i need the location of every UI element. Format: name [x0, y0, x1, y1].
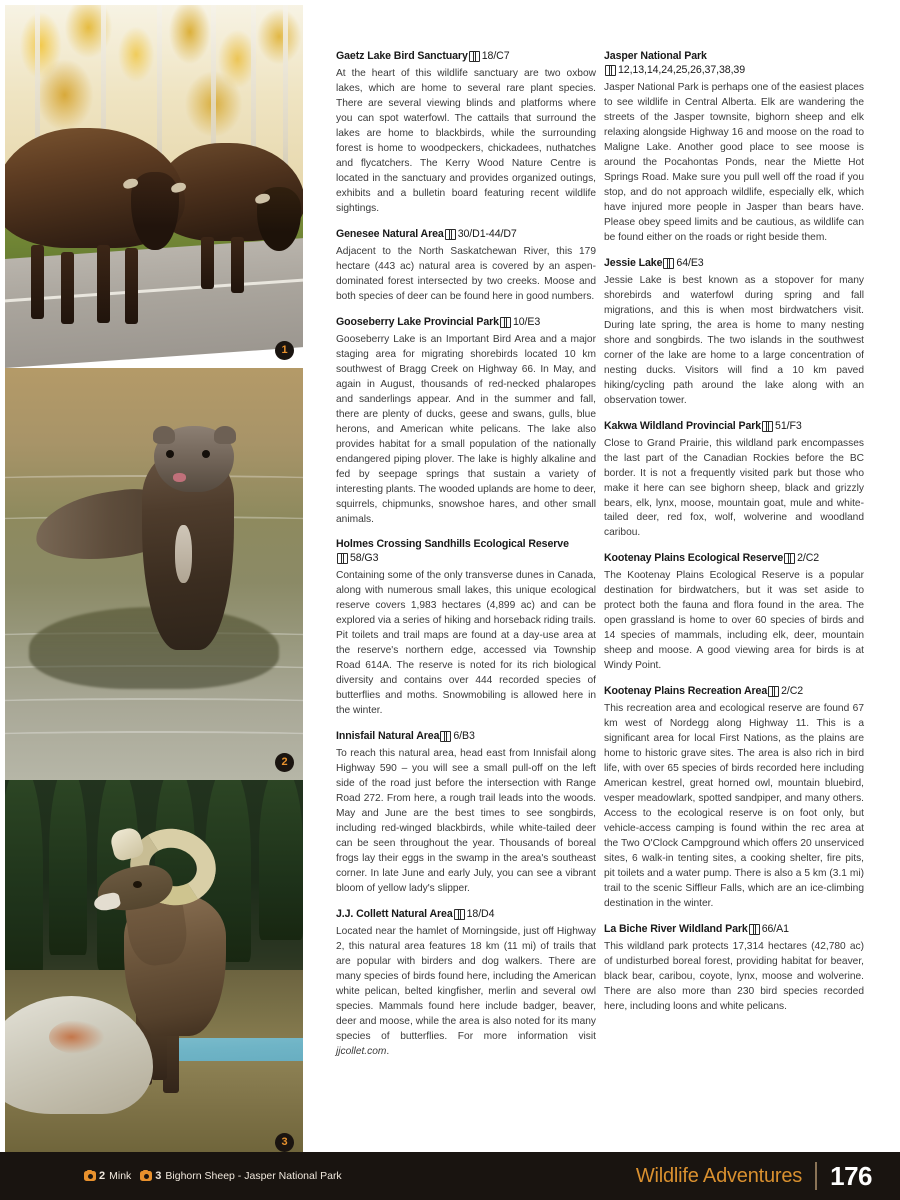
- entry-title: [336, 538, 596, 566]
- entry-title-text: La Biche River Wildland Park: [604, 923, 748, 936]
- map-reference-text: 10/E3: [512, 315, 541, 328]
- map-reference: [748, 923, 789, 935]
- map-reference: [444, 228, 517, 240]
- entry-title-text: Kootenay Plains Ecological Reserve: [604, 552, 784, 565]
- entry-title-text: Kakwa Wildland Provincial Park: [604, 419, 762, 432]
- bison-leg: [97, 245, 110, 323]
- entry-title: [604, 420, 864, 434]
- lichen-patch: [49, 1020, 105, 1054]
- entry-title-text: Kootenay Plains Recreation Area: [604, 685, 768, 698]
- entry-title-text: J.J. Collett Natural Area: [336, 908, 453, 921]
- entry-body: Containing some of the only transverse dunes in Canada, along with numerous small lakes, this unique ecological reserve covers 1,983 hectares (4,899 ac) and can be explored via a series of hiking and horseback riding trails. Pit toilets and trail maps are found at a day-use area at the reserve's northern edge, accessed via Township Road 614A. The reserve is noted for its rich biological diversity and contains over 444 recorded species of butterflies and moths. Snowmobiling is allowed here in the winter.: [336, 570, 596, 717]
- map-reference: [604, 64, 745, 76]
- entry-title: [336, 908, 596, 922]
- map-reference: [662, 257, 703, 269]
- map-reference: [767, 685, 803, 697]
- map-book-icon: [469, 51, 480, 60]
- website-reference: jjcollet.com: [336, 1045, 387, 1057]
- photo-badge: 2: [275, 753, 294, 772]
- bison-leg: [201, 237, 214, 289]
- map-book-icon: [440, 731, 451, 740]
- map-reference: [499, 316, 540, 328]
- map-book-icon: [337, 553, 348, 562]
- photo-credit: [140, 1170, 341, 1182]
- sheep-eye: [133, 881, 142, 888]
- photo-badge: 3: [275, 1133, 294, 1152]
- conifer-tree: [259, 780, 303, 940]
- water-ripple: [5, 731, 303, 743]
- entry-title-text: Jasper National Park: [604, 50, 707, 62]
- entry-title-text: Innisfail Natural Area: [336, 730, 440, 743]
- map-reference-text: 64/E3: [676, 256, 704, 269]
- entry-kootenay-plains-ecological-reserve: [604, 552, 864, 674]
- map-book-icon: [454, 909, 465, 918]
- entry-body: This recreation area and ecological reserve are found 67 km west of Nordegg along Highway 11. This is a significant area for local First Nations, as the plains are home to historic grave sites. The area is also rich in bird life, with over 65 species of birds recorded here including American kestrel, great horned owl, mountain bluebird, vesper meadowlark, spotted sandpiper, and many others. Access to the ecological reserve is on foot only, but vehicle-access camping is found within the rec area at the Two O'Clock Campground which offers 20 unserviced sites, 6 walk-in tenting sites, a cooking shelter, fire pits, pit toilets and a water pump. There is also a 5 km (3.1 mi) trail to the scenic Siffleur Falls, which are an ice-climbing destination in the winter.: [604, 703, 864, 910]
- map-reference-text: 30/D1-44/D7: [457, 227, 517, 240]
- map-book-icon: [768, 686, 779, 695]
- map-reference: [761, 420, 802, 432]
- entry-title: [336, 316, 596, 330]
- map-book-icon: [784, 553, 795, 562]
- entry-title: [336, 730, 596, 744]
- conifer-tree: [5, 780, 43, 978]
- bison-leg: [61, 252, 74, 324]
- section-name: Wildlife Adventures: [635, 1164, 803, 1187]
- map-book-icon: [445, 229, 456, 238]
- entry-body: The Kootenay Plains Ecological Reserve is a popular destination for birdwatchers, but it was set aside to protect both the fauna and flora found in the area. The open grassland is home to over 60 species of birds and 14 species of mammals, including elk, deer, mountain sheep and moose. A good viewing area for birds is at Windy Point.: [604, 570, 864, 672]
- entry-title-text: Jessie Lake: [604, 256, 663, 269]
- map-book-icon: [605, 65, 616, 74]
- entry-gaetz-lake-bird-sanctuary: [336, 50, 596, 217]
- entry-title: [604, 923, 864, 937]
- map-book-icon: [663, 258, 674, 267]
- map-reference-text: 6/B3: [453, 730, 475, 743]
- footer-divider: [815, 1162, 817, 1190]
- map-reference-text: 12,13,14,24,25,26,37,38,39: [618, 63, 745, 76]
- entry-la-biche-river-wildland-park: [604, 923, 864, 1015]
- entry-jessie-lake: [604, 257, 864, 409]
- entry-innisfail-natural-area: [336, 730, 596, 897]
- photo-bighorn-sheep: [5, 780, 303, 1160]
- camera-icon: [84, 1171, 96, 1181]
- photo-badge: 1: [275, 341, 294, 360]
- entry-body: This wildland park protects 17,314 hectares (42,780 ac) of undisturbed boreal forest, providing habitat for beaver, black bear, caribou, coyote, lynx, moose and wolverine. There are also more than 230 bird species recorded here, including loons and white pelicans.: [604, 941, 864, 1012]
- map-reference-text: 58/G3: [350, 552, 379, 565]
- map-reference: [468, 50, 510, 62]
- entry-body: Close to Grand Prairie, this wildland park encompasses the last part of the Canadian Rockies before the BC border. It is not a frequently visited park but those who make it here can see bighorn sheep, black and grizzly bears, elk, lynx, moose, mountain goat, mule and white-tailed deer, red fox, wolf, wolverine and woodland caribou.: [604, 437, 864, 539]
- credit-caption: Mink: [109, 1170, 132, 1182]
- entry-body: Gooseberry Lake is an Important Bird Area and a major staging area for migrating shorebirds located 10 km southwest of Bragg Creek on Highway 66. In May, and again in August, thousands of red-necked phalaropes and sanderlings appear. And in the summer and fall, there are plenty of ducks, geese and swans, gulls, blue herons, and American white pelicans. The lake also provides habitat for a small population of the nationally endangered piping plover. The lake is highly alkaline and fed by seepage springs that sustain a variety of interesting plants. The wooded uplands are home to deer, squirrels, chipmunks, snowshoe hares, and other small animals.: [336, 333, 596, 525]
- entry-title: [604, 685, 864, 699]
- map-reference-text: 66/A1: [761, 923, 789, 936]
- water-ripple: [5, 698, 303, 710]
- entry-title-text: Genesee Natural Area: [336, 227, 444, 240]
- map-book-icon: [500, 317, 511, 326]
- map-reference: [336, 552, 378, 564]
- map-reference-text: 51/F3: [775, 419, 802, 432]
- mink-ear: [214, 426, 236, 444]
- map-reference-text: 18/C7: [481, 50, 510, 62]
- map-book-icon: [762, 421, 773, 430]
- map-reference-text: 18/D4: [466, 908, 495, 921]
- conifer-tree: [49, 780, 87, 955]
- map-reference-text: 2/C2: [797, 552, 820, 565]
- entry-body: At the heart of this wildlife sanctuary are two oxbow lakes, which are home to several rare plant species. There are several viewing blinds and platforms where you can spot waterfowl. The cattails that surround the lakes are home to blackbirds, while the surrounding forest is home to woodpeckers, chickadees, nuthatches and flycatchers. The Kerry Wood Nature Centre is located in the sanctuary and provides organized outings, exhibits and a bulletin board featuring recent wildlife sightings.: [336, 67, 596, 214]
- credit-number: 2: [99, 1170, 106, 1182]
- entry-body: Jessie Lake is best known as a stopover for many shorebirds and waterfowl during spring and fall migrations, and this is when most birdwatchers visit. During late spring, the area is home to many nesting shore and songbirds. The two islands in the southwest corner of the lake are home to a large concentration of nesting ducks. Visitors will find a 10 km paved hiking/cycling path around the lake along with an observation tower.: [604, 274, 864, 406]
- credit-caption: Bighorn Sheep - Jasper National Park: [165, 1170, 342, 1182]
- mink-nose: [173, 473, 186, 482]
- bison-leg: [125, 248, 138, 324]
- entry-holmes-crossing-sandhills-ecological-reserve: [336, 538, 596, 719]
- credit-number: 3: [155, 1170, 162, 1182]
- article-text-columns: [336, 50, 864, 1140]
- map-reference-text: 2/C2: [781, 685, 804, 698]
- entry-body-text: Located near the hamlet of Morningside, just off Highway 2, this natural area features 18 km (11 mi) of trails that are popular with birders and dog walkers. There are many species of birds found here, including the American white pelican, belted kingfisher, merlin and several owl species. Mammals found here include badger, beaver, deer and moose, while the area is also noted for its many species of butterflies. For more information visit: [336, 926, 596, 1042]
- photo-bison-on-road: [5, 5, 303, 368]
- photo-credits: [84, 1170, 342, 1182]
- mink-ear: [153, 426, 175, 444]
- entry-body: Adjacent to the North Saskatchewan River, this 179 hectare (443 ac) natural area is covered by an aspen-dominated forest intersected by two creeks. Moose and both species of deer can be found here in good numbers.: [336, 245, 596, 302]
- footer-section-info: [636, 1161, 872, 1192]
- photo-column: [5, 5, 303, 1160]
- entry-kakwa-wildland-provincial-park: [604, 420, 864, 542]
- map-reference: [453, 908, 495, 920]
- entry-body: Jasper National Park is perhaps one of the easiest places to see wildlife in Central Alberta. Elk are wandering the streets of the Jasper townsite, bighorn sheep and elk relaxing alongside Highway 16 and moose on the road to Maligne Lake. Another good place to see moose is around the Pocahontas Ponds, near the Miette Hot Springs Road. Make sure you pull well off the road if you stop, and do not approach wildlife, especially elk, which have injured more people in Jasper than bears have. Please obey speed limits and be cautious, as wildlife can be found either on the roads or right beside them.: [604, 81, 864, 243]
- mink-chest-patch: [175, 525, 192, 583]
- entry-jasper-national-park: [604, 50, 864, 246]
- entry-body-text-end: .: [386, 1045, 390, 1057]
- paved-road: [5, 238, 303, 368]
- entry-title: [336, 228, 596, 242]
- entry-jj-collett-natural-area: [336, 908, 596, 1060]
- entry-title-text: Gaetz Lake Bird Sanctuary: [336, 50, 468, 62]
- map-reference: [439, 730, 474, 742]
- map-reference: [783, 552, 819, 564]
- entry-gooseberry-lake-provincial-park: [336, 316, 596, 528]
- entry-genesee-natural-area: [336, 228, 596, 305]
- bison-leg: [231, 237, 244, 293]
- entry-title: [604, 50, 864, 78]
- entry-title: [604, 552, 864, 566]
- page-footer: [0, 1152, 900, 1200]
- entry-kootenay-plains-recreation-area: [604, 685, 864, 912]
- page-number: 176: [830, 1160, 872, 1191]
- camera-icon: [140, 1171, 152, 1181]
- entry-title: [336, 50, 596, 64]
- entry-title-text: Holmes Crossing Sandhills Ecological Reserve: [336, 538, 569, 551]
- map-book-icon: [749, 924, 760, 933]
- photo-mink-in-water: [5, 368, 303, 780]
- entry-body: To reach this natural area, head east from Innisfail along Highway 590 – you will see a small pull-off on the left side of the road just before the intersection with Range Road 272. From here, a rough trail leads into the woods. May and June are the best times to see songbirds, including red-winged blackbirds, while white-tailed deer can be seen throughout the year. Thousands of boreal frogs lay their eggs in the swamp in the area's southeast corner. In late June and early July, you can see a vibrant bloom of yellow lady's slipper.: [336, 748, 596, 895]
- bison-leg: [31, 245, 44, 319]
- entry-body: [336, 925, 596, 1060]
- photo-credit: [84, 1170, 131, 1182]
- entry-title: [604, 257, 864, 271]
- entry-title-text: Gooseberry Lake Provincial Park: [336, 315, 499, 328]
